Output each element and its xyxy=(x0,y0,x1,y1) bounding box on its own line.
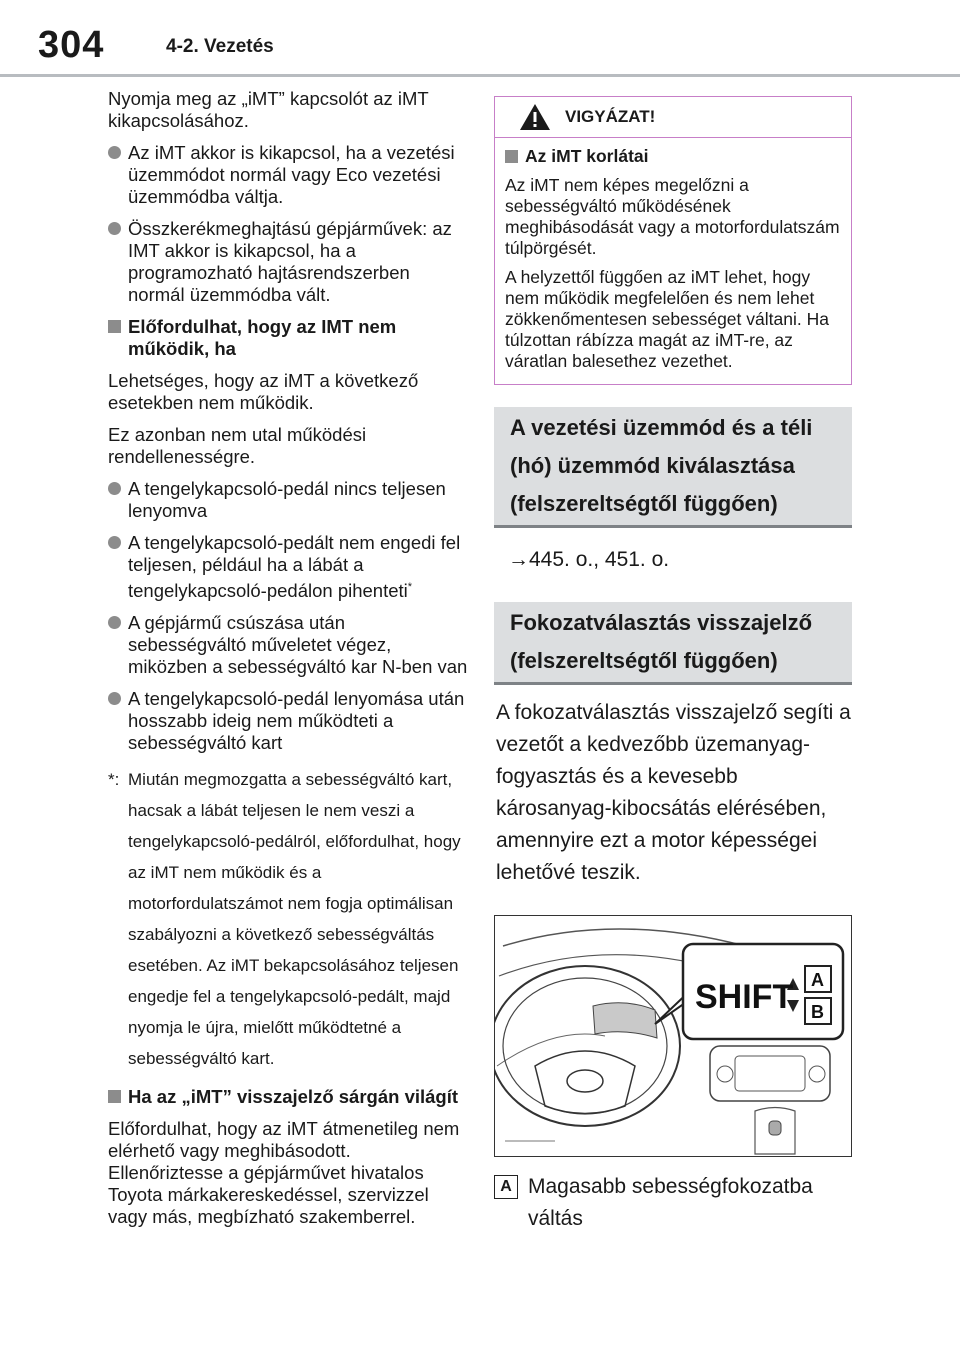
header-divider xyxy=(0,74,960,77)
label-a: A xyxy=(811,970,824,990)
shift-indicator-description: A fokozatválasztás visszajelző segíti a vezetőt a kedvezőbb üzemanyag-fogyasztás és a kevesebb károsanyag-kibocsátás elérésében, amennyire ezt a motor képességei lehetővé teszik. xyxy=(496,701,851,884)
paragraph: Előfordulhat, hogy az iMT átmenetileg nem elérhető vagy meghibásodott. Ellenőriztesse a gépjárművet hivatalos Toyota márkakereskedéssel, szervizzel vagy más, megbízható szakemberrel. xyxy=(108,1118,460,1228)
subheading-imt-not-working: Előfordulhat, hogy az IMT nem működik, ha xyxy=(108,316,468,360)
bullet-dot-icon xyxy=(108,222,121,235)
bullet-dot-icon xyxy=(108,536,121,549)
page-header xyxy=(0,0,960,80)
caution-paragraph: Az iMT nem képes megelőzni a sebességváltó működésének meghibásodását vagy a motorfordulatszám túlpörgését. xyxy=(505,175,840,258)
bullet-item: A tengelykapcsoló-pedált nem engedi fel teljesen, például ha a lábát a tengelykapcsoló-pedálon pihenteti* xyxy=(108,532,468,602)
label-b: B xyxy=(811,1002,824,1022)
caution-paragraph: A helyzettől függően az iMT lehet, hogy nem működik megfelelően és nem lehet zökkenőmentesen sebességet váltani. Ha túlzottan rábízza magát az iMT-re, az váratlan balesethez vezethet. xyxy=(505,267,829,371)
left-column xyxy=(108,88,468,1238)
dashboard-illustration xyxy=(494,915,852,1157)
footnote: *: Miután megmozgatta a sebességváltó kart, hacsak a lábát teljesen le nem veszi a tengelykapcsoló-pedálról, előfordulhat, hogy az iMT nem működik és a motorfordulatszámot nem fogja optimálisan szabályozni a következő sebességváltás esetében. Az iMT bekapcsolásához teljesen engedje fel a tengelykapcsoló-pedált, majd nyomja le újra, mielőtt működtetné a sebességváltó kart. xyxy=(108,764,468,1074)
footnote-asterisk: * xyxy=(407,581,413,593)
bullet-item: A gépjármű csúszása után sebességváltó műveletet végez, miközben a sebességváltó kar N-ben van xyxy=(108,612,468,678)
page-number: 304 xyxy=(38,24,105,66)
heading-drive-mode: A vezetési üzemmód és a téli (hó) üzemmód kiválasztása (felszereltségtől függően) xyxy=(494,407,852,528)
square-bullet-icon xyxy=(505,150,518,163)
caution-box xyxy=(494,96,852,385)
heading-shift-indicator: Fokozatválasztás visszajelző (felszereltségtől függően) xyxy=(494,602,852,685)
legend-text: Magasabb sebességfokozatba váltás xyxy=(528,1175,813,1230)
shift-label: SHIFT xyxy=(695,978,794,1016)
square-bullet-icon xyxy=(108,1090,121,1103)
legend-key-box: A xyxy=(494,1175,518,1199)
bullet-item: Összkerékmeghajtású gépjárművek: az IMT akkor is kikapcsol, ha a programozható hajtásrendszerben normál üzemmódba vált. xyxy=(108,218,468,306)
bullet-dot-icon xyxy=(108,616,121,629)
paragraph: Lehetséges, hogy az iMT a következő esetekben nem működik. xyxy=(108,370,419,413)
caution-header xyxy=(495,97,851,138)
footnote-mark: *: xyxy=(108,770,120,790)
right-column xyxy=(494,96,852,1235)
bullet-item: A tengelykapcsoló-pedál nincs teljesen lenyomva xyxy=(108,478,468,522)
bullet-dot-icon xyxy=(108,692,121,705)
subheading-imt-yellow: Ha az „iMT” visszajelző sárgán világít xyxy=(108,1086,468,1108)
bullet-dot-icon xyxy=(108,146,121,159)
caution-body xyxy=(495,138,851,384)
caution-title: VIGYÁZAT! xyxy=(565,107,656,126)
square-bullet-icon xyxy=(108,320,121,333)
intro-text: Nyomja meg az „iMT” kapcsolót az iMT kikapcsolásához. xyxy=(108,88,429,131)
bullet-item: A tengelykapcsoló-pedál lenyomása után hosszabb ideig nem működteti a sebességváltó kart xyxy=(108,688,468,754)
bullet-item: Az iMT akkor is kikapcsol, ha a vezetési üzemmódot normál vagy Eco vezetési üzemmódba váltja. xyxy=(108,142,468,208)
legend-item-a xyxy=(494,1171,852,1235)
dashboard-drawing xyxy=(495,916,851,1156)
page-reference: →445. o., 451. o. xyxy=(508,548,670,571)
caution-subheading: Az iMT korlátai xyxy=(505,146,841,167)
warning-triangle-icon xyxy=(519,103,551,131)
bullet-dot-icon xyxy=(108,482,121,495)
section-title: 4-2. Vezetés xyxy=(166,36,274,57)
paragraph: Ez azonban nem utal működési rendellenességre. xyxy=(108,424,367,467)
